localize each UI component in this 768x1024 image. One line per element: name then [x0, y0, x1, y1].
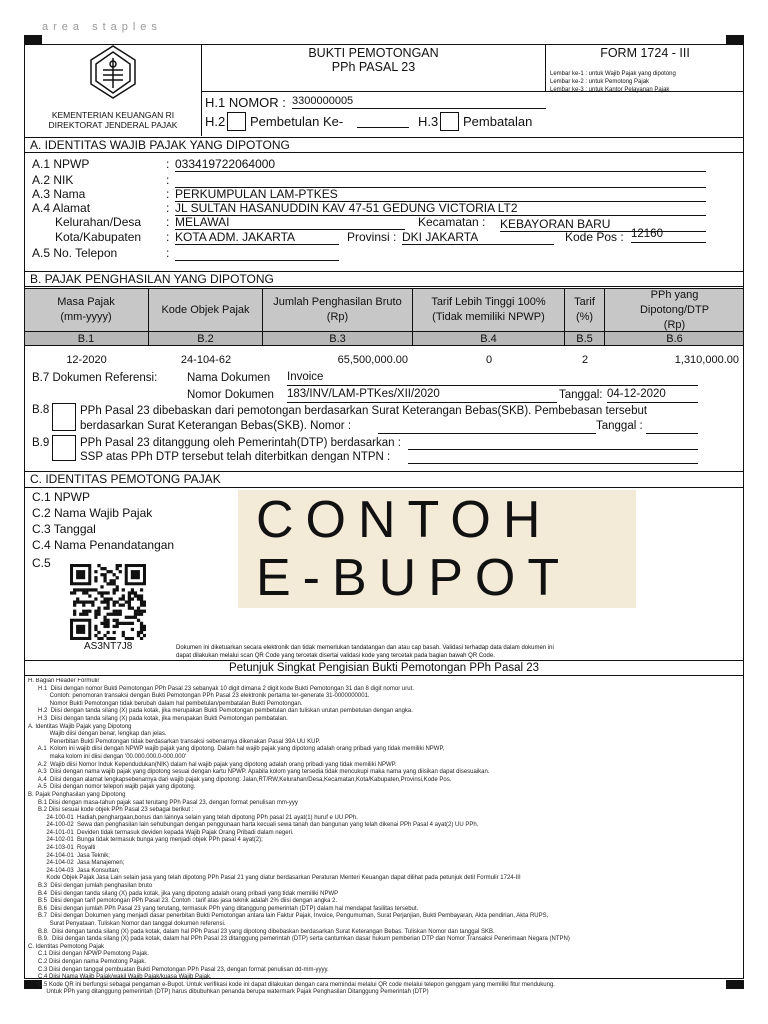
- skb-tanggal-field[interactable]: [646, 420, 698, 434]
- kodepos-label: Kode Pos :: [565, 230, 624, 244]
- petunjuk-line: H.1 Diisi dengan nomor Bukti Pemotongan PPh Pasal 23 sebanyak 10 digit dimana 2 digit kode Bukti Pemotongan 31 dan 8 digit nomor urut.: [28, 685, 414, 692]
- validation-note-line1: Dokumen ini diketuarkan secara elektronik dan tidak memerlukan tandatangan dan atau cap basah. Validasi terhadap data dalam dokumen ini: [176, 645, 554, 651]
- table-cell: 12-2020: [66, 354, 107, 366]
- pembatalan-label: Pembatalan: [463, 114, 533, 129]
- column-code: B.3: [263, 332, 413, 346]
- petunjuk-line: C.3 Diisi dengan tanggal pembuatan Bukti Pemotongan PPh Pasal 23, dengan format penulisan dd-mm-yyyy.: [28, 966, 329, 973]
- table-cell: 0: [485, 354, 493, 366]
- form-cell: [546, 44, 744, 92]
- table-cell: 2: [581, 354, 589, 366]
- skb-nomor-field[interactable]: [378, 420, 596, 434]
- column-code: B.6: [666, 332, 683, 345]
- kelurahan-field[interactable]: MELAWAI: [175, 215, 405, 230]
- petunjuk-line: B.5 Diisi dengan tarif pemotongan PPh Pasal 23. Contoh : tarif atas jasa teknik adalah 2% diisi dengan angka 2.: [28, 898, 338, 905]
- h2-label: H.2: [205, 114, 226, 129]
- nama-dokumen-label: Nama Dokumen: [187, 372, 271, 384]
- provinsi-label: Provinsi :: [347, 230, 397, 244]
- pembatalan-checkbox[interactable]: [440, 112, 459, 131]
- petunjuk-line: Nomor Bukti Pemotongan tidak berubah dalam hal pembetulan/pembatalan Bukti Pemotongan.: [28, 700, 303, 707]
- table-cell: 65,500,000.00: [337, 354, 408, 366]
- corner-mark: [24, 35, 42, 44]
- logo-cell: [24, 44, 202, 136]
- petunjuk-line: B.8. Diisi dengan tanda silang (X) pada kotak, dalam hal PPh Pasal 23 yang dipotong dibebaskan berdasarkan Surat Keterangan Bebas. Tuliskan Nomor dan tanggal SKB.: [28, 928, 495, 935]
- petunjuk-line: C. Identitas Pemotong Pajak: [28, 943, 105, 950]
- watermark: [238, 490, 636, 608]
- column-code: B.2: [149, 332, 263, 346]
- petunjuk-line: Wajib diisi dengan benar, lengkap dan jelas.: [28, 731, 167, 738]
- petunjuk-line: A.3 Diisi dengan nama wajib pajak yang dipotong sesuai dengan kartu NPWP. Apabila kolom yang tersedia tidak mencukupi maka nama yang diisikan dapat disesuaikan.: [28, 769, 490, 776]
- nama-dokumen-field[interactable]: Invoice: [287, 371, 698, 386]
- pembetulan-label: Pembetulan Ke-: [250, 114, 344, 129]
- column-header: Jumlah Penghasilan Bruto (Rp): [263, 288, 413, 332]
- nik-field[interactable]: [175, 173, 706, 188]
- dtp-dasar-field[interactable]: [408, 436, 698, 450]
- petunjuk-line: H. Bagian Header Formulir: [28, 678, 100, 684]
- colon: :: [166, 173, 170, 187]
- h1-label: H.1 NOMOR :: [205, 95, 286, 110]
- tanggal-dokumen-label: Tanggal:: [559, 389, 603, 401]
- column-code: B.5: [565, 332, 605, 346]
- petunjuk-line: A.5 Diisi dengan nomor telepon wajib pajak yang dipotong.: [28, 784, 196, 791]
- petunjuk-line: Kode Objek Pajak Jasa Lain selain jasa yang telah dipotong PPh Pasal 21 yang diatur berdasarkan Peraturan Menteri Keuangan dapat dilihat pada petunjuk detil Formulir 1724-III: [28, 875, 521, 882]
- alamat-field[interactable]: JL SULTAN HASANUDDIN KAV 47-51 GEDUNG VICTORIA LT2: [175, 201, 706, 216]
- b9-label: B.9: [32, 437, 50, 449]
- directorate-name: DIREKTORAT JENDERAL PAJAK: [48, 120, 178, 130]
- colon: :: [166, 215, 170, 229]
- column-code: B.4: [413, 332, 565, 346]
- tanggal-dokumen-field[interactable]: 04-12-2020: [607, 388, 698, 403]
- petunjuk-line: B.6 Diisi dengan jumlah PPh Pasal 23 yang terutang, termasuk PPh yang ditanggung pemerintah (DTP) dalam hal mendapat fasilitas tersebut.: [28, 905, 419, 912]
- c5-label: C.5: [32, 556, 51, 570]
- petunjuk-line: B.4 Diisi dengan tanda silang (X) pada kotak, jika yang dipotong adalah orang pribadi yang tidak memiliki NPWP: [28, 890, 339, 897]
- kodepos-field[interactable]: 12160: [631, 228, 706, 243]
- nomor-dokumen-label: Nomor Dokumen: [187, 389, 274, 401]
- provinsi-field[interactable]: DKI JAKARTA: [402, 230, 554, 245]
- b9-text-line2: SSP atas PPh DTP tersebut telah diterbitkan dengan NTPN :: [80, 451, 391, 463]
- ntpn-field[interactable]: [408, 450, 698, 464]
- pembetulan-checkbox[interactable]: [227, 112, 246, 131]
- c2-label: C.2 Nama Wajib Pajak: [32, 506, 153, 520]
- colon: :: [166, 201, 170, 215]
- petunjuk-line: H.2 Diisi dengan tanda silang (X) pada kotak, jika merupakan Bukti Pemotongan pembetulan dan tuliskan urutan pembetulan dengan angka.: [28, 708, 413, 715]
- petunjuk-line: B.3 Diisi dengan jumlah penghasilan bruto: [28, 883, 153, 890]
- petunjuk-line: 24-104-02 Jasa Manajemen;: [28, 860, 125, 867]
- petunjuk-line: 24-104-01 Jasa Teknik;: [28, 852, 110, 859]
- colon: :: [166, 246, 170, 260]
- b9-text-line1: PPh Pasal 23 ditanggung oleh Pemerintah(DTP) berdasarkan :: [80, 437, 401, 449]
- column-code: B.1: [24, 332, 149, 346]
- nomor-field[interactable]: 3300000005: [292, 95, 546, 109]
- column-header: Masa Pajak (mm-yyyy): [24, 288, 149, 332]
- petunjuk-line: B. Pajak Penghasilan yang Dipotong: [28, 791, 126, 798]
- colon: :: [166, 157, 170, 171]
- kota-field[interactable]: KOTA ADM. JAKARTA: [175, 230, 339, 245]
- dtp-checkbox[interactable]: [52, 435, 76, 461]
- title-cell: [202, 44, 546, 92]
- c3-label: C.3 Tanggal: [32, 522, 96, 536]
- petunjuk-line: 24-104-03 Jasa Konsultan;: [28, 867, 120, 874]
- petunjuk-line: Surat Penyataan. Tuliskan Nomor dan tanggal dokumen referensi.: [28, 921, 226, 927]
- petunjuk-header: [24, 660, 744, 676]
- section-b-title: B. PAJAK PENGHASILAN YANG DIPOTONG: [24, 271, 744, 287]
- b8-text-line2: berdasarkan Surat Keterangan Bebas(SKB). Nomor :: [80, 420, 352, 432]
- petunjuk-line: C.4 Diisi Nama Wajib Pajak/wakil Wajib Pajak/kuasa Wajib Pajak.: [28, 974, 212, 981]
- petunjuk-line: 24-103-01 Royalti: [28, 845, 96, 852]
- colon: :: [166, 230, 170, 244]
- petunjuk-line: maka kolom ini diisi dengan '00.000.000.0-000.000': [28, 753, 187, 760]
- column-header: Kode Objek Pajak: [149, 288, 263, 332]
- b8-text-line1: PPh Pasal 23 dibebaskan dari pemotongan berdasarkan Surat Keterangan Bebas(SKB). Pembebasan tersebut: [80, 405, 648, 417]
- petunjuk-line: B.7 Diisi dengan Dokumen yang menjadi dasar penerbitan Bukti Pemotongan antara lain Faktur Pajak, Invoice, Pengumuman, Surat Perjanjian, Bukti Pembayaran, Akta pendirian, Akta RUPS,: [28, 913, 549, 920]
- kecamatan-label: Kecamatan :: [418, 215, 486, 229]
- telepon-label: A.5 No. Telepon: [32, 246, 118, 260]
- skb-tanggal-label: Tanggal :: [596, 420, 643, 432]
- petunjuk-line: C.1 Diisi dengan NPWP Pemotong Pajak.: [28, 951, 149, 958]
- petunjuk-line: A. Identitas Wajib Pajak yang Dipotong: [28, 723, 132, 730]
- petunjuk-title: Petunjuk Singkat Pengisian Bukti Pemotongan PPh Pasal 23: [228, 662, 540, 674]
- nik-label: A.2 NIK: [32, 173, 74, 187]
- b8-label: B.8: [32, 404, 50, 416]
- section-a-title: A. IDENTITAS WAJIB PAJAK YANG DIPOTONG: [24, 137, 744, 153]
- nama-field[interactable]: PERKUMPULAN LAM-PTKES: [175, 187, 706, 202]
- kecamatan-field[interactable]: KEBAYORAN BARU: [500, 217, 706, 232]
- skb-checkbox[interactable]: [52, 403, 76, 431]
- petunjuk-line: Contoh: penomoran transaksi dengan Bukti Pemotongan PPh Pasal 23 elektronik pertama ter-generate 31-0000000001.: [28, 693, 370, 700]
- petunjuk-line: A.1 Kolom ini wajib diisi dengan NPWP wajib pajak yang dipotong. Dalam hal wajib pajak yang dipotong adalah orang pribadi yang tidak memiliki NPWP,: [28, 746, 445, 753]
- petunjuk-line: C.2 Diisi dengan nama Pemotong Pajak.: [28, 958, 147, 965]
- column-header: PPh yang Dipotong/DTP (Rp): [639, 288, 710, 331]
- alamat-label: A.4 Alamat: [32, 201, 91, 215]
- watermark-line1: CONTOH: [256, 491, 553, 549]
- c4-label: C.4 Nama Penandatangan: [32, 538, 175, 552]
- petunjuk-line: B.2 Diisi sesuai kode objek PPh Pasal 23 sebagai berikut :: [28, 807, 194, 814]
- c1-label: C.1 NPWP: [32, 490, 91, 504]
- doc-title: BUKTI PEMOTONGAN: [308, 46, 439, 60]
- lembar-1: Lembar ke-1 : untuk Wajib Pajak yang dipotong: [550, 71, 676, 77]
- nama-label: A.3 Nama: [32, 187, 86, 201]
- colon: :: [166, 187, 170, 201]
- petunjuk-line: A.2 Wajib diisi Nomor Induk Kependudukan(NIK) dalam hal wajib pajak yang dipotong adalah orang pribadi yang tidak memiliki NPWP.: [28, 761, 397, 768]
- petunjuk-line: H.3 Diisi dengan tanda silang (X) pada kotak, jika merupakan Bukti Pemotongan pembatalan.: [28, 715, 288, 722]
- petunjuk-line: Untuk PPh yang ditanggung pemerintah (DTP) harus dibubuhkan penanda berupa watermark Pajak Penghasilan Ditanggung Pemerintah (DTP): [28, 989, 429, 996]
- petunjuk-text: [28, 678, 740, 997]
- watermark-line2: E-BUPOT: [256, 549, 572, 607]
- h3-label: H.3: [418, 114, 439, 129]
- form-number: FORM 1724 - III: [600, 46, 690, 60]
- petunjuk-line: 24-100-01 Hadiah,penghargaan,bonus dan lainnya selain yang telah dipotong PPh pasal 21 ayat(1) huruf e UU PPh.: [28, 814, 358, 821]
- column-header: Tarif (%): [565, 288, 605, 332]
- npwp-field[interactable]: 033419722064000: [175, 157, 706, 172]
- doc-subtitle: PPh PASAL 23: [331, 60, 416, 74]
- lembar-2: Lembar ke-2 : untuk Pemotong Pajak: [550, 79, 650, 85]
- kelurahan-label: Kelurahan/Desa: [55, 215, 142, 229]
- table-cell: 1,310,000.00: [674, 354, 739, 366]
- petunjuk-line: Penerbitan Bukti Pemotongan tidak berdasarkan transaksi sebenarnya dikenakan Pasal 39A UU KUP.: [28, 738, 321, 745]
- petunjuk-line: A.4 Diisi dengan alamat lengkapsebenarnya dari wajib pajak yang dipotong: Jalan,RT/RW,Kelurahan/Desa,Kecamatan,Kota/Kabupaten,Provinsi,Kode Pos.: [28, 776, 452, 783]
- telepon-field[interactable]: [175, 246, 339, 261]
- ministry-logo-icon: [24, 44, 202, 114]
- corner-mark: [726, 35, 744, 44]
- petunjuk-line: 24-102-01 Bunga tidak termasuk bunga yang menjadi objek PPh pasal 4 ayat(2);: [28, 837, 263, 844]
- validation-note-line2: dapat dilakukan melalui scan QR Code yang tercetak disertai validasi kode yang tercetak pada bagian bawah QR Code.: [176, 653, 495, 659]
- petunjuk-line: C.5 Kode QR ini berfungsi sebagai pengaman e-Bupot. Untuk verifikasi kode ini dapat dilakukan dengan cara memindai melalui QR code melalui telepon genggam yang memiliki fitur mendukung.: [28, 981, 555, 988]
- section-c-title: C. IDENTITAS PEMOTONG PAJAK: [24, 471, 744, 487]
- lembar-3: Lembar ke-3 : untuk Kantor Pelayanan Pajak: [550, 87, 670, 93]
- table-cell: 24-104-62: [180, 354, 232, 366]
- qr-caption: AS3NT7J8: [84, 641, 133, 652]
- ministry-name: KEMENTERIAN KEUANGAN RI: [51, 110, 175, 120]
- petunjuk-line: B.1 Diisi dengan masa-tahun pajak saat terutang PPh Pasal 23, dengan format penulisan mm-yyy: [28, 799, 298, 806]
- petunjuk-line: B.9. Diisi dengan tanda silang (X) pada kotak, dalam hal PPh Pasal 23 ditanggung pemerintah (DTP) serta cantumkan dasar hukum pemberian DTP dan Nomor Transaksi Penerimaan Negara (NTPN): [28, 936, 570, 943]
- petunjuk-line: 24-101-01 Deviden tidak termasuk deviden kepada Wajib Pajak Orang Pribadi dalam negeri.: [28, 829, 294, 836]
- npwp-label: A.1 NPWP: [32, 157, 90, 171]
- petunjuk-line: 24-100-02 Sewa dan penghasilan lain sehubungan dengan penggunaan harta kecuali sewa tanah dan bangunan yang telah dikenai PPh Pasal 4 ayat(2) UU PPh.: [28, 822, 479, 829]
- pembetulan-field[interactable]: [357, 114, 409, 128]
- kota-label: Kota/Kabupaten: [55, 230, 142, 244]
- brand-text: area staples: [42, 21, 162, 33]
- qr-code-icon[interactable]: [70, 564, 146, 640]
- b7-label: B.7 Dokumen Referensi:: [32, 372, 158, 384]
- nomor-dokumen-field[interactable]: 183/INV/LAM-PTKes/XII/2020: [287, 388, 557, 403]
- column-header: Tarif Lebih Tinggi 100% (Tidak memiliki NPWP): [413, 288, 565, 332]
